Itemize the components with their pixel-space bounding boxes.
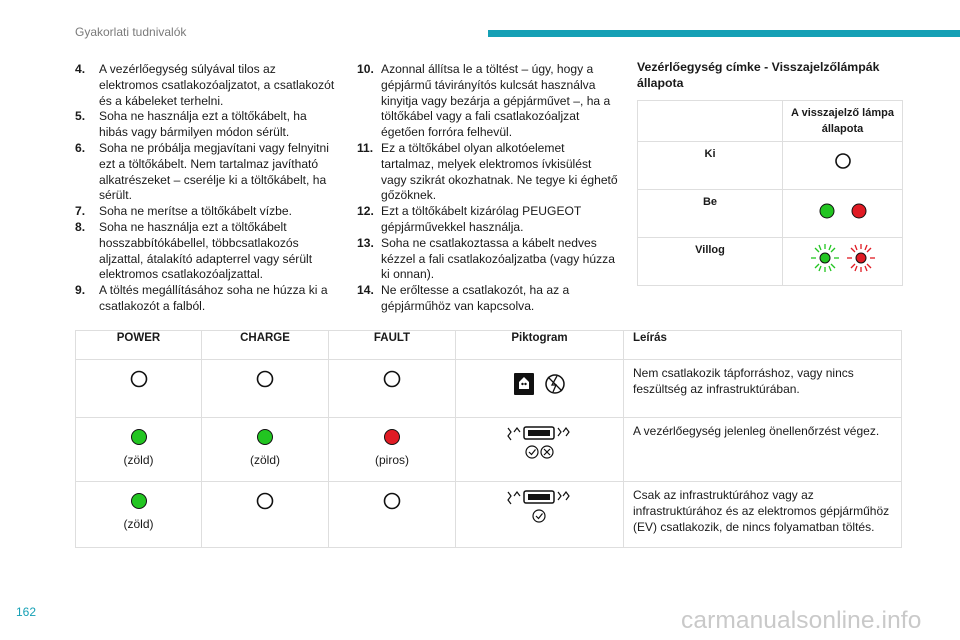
- table-row: [76, 482, 902, 548]
- item-number: 10.: [357, 62, 374, 76]
- item-text: Ez a töltőkábel olyan alkotóelemet tartalmaz, melyek elektromos ívkisülést vagy szikrát okozhatnak. Ne tegye ki éghető gőzöknek.: [381, 140, 618, 203]
- row-description: Nem csatlakozik tápforráshoz, vagy nincs feszültség az infrastruktúrában.: [624, 360, 902, 418]
- item-text: Soha ne próbálja megjavítani vagy felnyitni ezt a töltőkábelt. Nem tartalmaz javítható alkatrészeket – cserélje ki a töltőkábelt, ha sérült.: [99, 140, 329, 203]
- item-text: A vezérlőegység súlyával tilos az elektromos csatlakozóaljzatot, a csatlakozót és a kábeleket terhelni.: [99, 62, 335, 108]
- item-number: 4.: [75, 62, 86, 76]
- item-text: Soha ne használja ezt a töltőkábelt, ha hibás vagy bármilyen módon sérült.: [99, 109, 307, 140]
- led-red-icon: [852, 204, 866, 218]
- page-number: 162: [16, 605, 37, 619]
- list-item: [75, 220, 337, 283]
- cross-circle-icon: [541, 446, 553, 458]
- safety-list-col1: [75, 62, 337, 315]
- check-circle-icon: [533, 510, 545, 522]
- col-header-power: POWER: [76, 331, 202, 360]
- col-header-description: Leírás: [624, 331, 902, 360]
- led-green-blinking-icon: [811, 244, 839, 272]
- led-green-icon: [129, 427, 149, 447]
- charging-status-table: [75, 330, 902, 548]
- fault-color-label: (piros): [374, 453, 409, 467]
- led-off-icon: [129, 369, 149, 389]
- safety-list-col2: [357, 62, 619, 315]
- row-description: A vezérlőegység jelenleg önellenőrzést végez.: [624, 418, 902, 482]
- led-green-icon: [255, 427, 275, 447]
- header-accent-bar: [488, 30, 960, 37]
- list-item: [357, 236, 619, 283]
- led-red-icon: [382, 427, 402, 447]
- table-row: [76, 360, 902, 418]
- power-color-label: (zöld): [123, 453, 154, 467]
- item-text: Soha ne merítse a töltőkábelt vízbe.: [99, 204, 292, 219]
- no-power-icon: [546, 375, 564, 393]
- item-number: 11.: [357, 140, 374, 155]
- led-section-title: Vezérlőegység címke - Visszajelzőlámpák állapota: [637, 60, 880, 90]
- section-title: Gyakorlati tudnivalók: [75, 25, 187, 39]
- list-item: [357, 204, 619, 236]
- list-item: [75, 62, 337, 109]
- charge-color-label: (zöld): [249, 453, 280, 467]
- list-item: [75, 283, 337, 315]
- list-item: [75, 204, 337, 220]
- house-outlet-icon: [514, 373, 534, 395]
- power-color-label: (zöld): [123, 517, 154, 531]
- led-off-icon: [813, 142, 873, 182]
- list-item: [75, 141, 337, 204]
- table-row: [76, 418, 902, 482]
- led-off-icon: [382, 491, 402, 511]
- led-off-icon: [255, 369, 275, 389]
- item-text: Soha ne használja ezt a töltőkábelt hosszabbítókábellel, többcsatlakozós aljzattal, átalakító adapterrel vagy sérült elektromos csatlakozóaljzattal.: [99, 219, 313, 282]
- led-table-empty-header: [638, 101, 783, 142]
- item-text: Azonnal állítsa le a töltést – úgy, hogy a gépjármű távirányítós kulcsát használva kinyitja vagy bezárja a gépjárművet –, ha a töltőkábel vagy a fali csatlakozóaljzat égetően forróra felhevül.: [381, 62, 611, 140]
- item-number: 6.: [75, 140, 86, 155]
- col-header-charge: CHARGE: [202, 331, 329, 360]
- item-number: 8.: [75, 219, 86, 234]
- list-item: [357, 141, 619, 204]
- led-green-icon: [820, 204, 834, 218]
- led-off-icon: [382, 369, 402, 389]
- watermark: carmanualsonline.info: [681, 607, 922, 634]
- item-text: A töltés megállításához soha ne húzza ki a csatlakozót a falból.: [99, 283, 328, 313]
- control-unit-icon: [508, 427, 569, 440]
- led-row-label-blink: Villog: [638, 238, 783, 286]
- item-number: 9.: [75, 283, 86, 298]
- check-circle-icon: [526, 446, 538, 458]
- led-status-table: [637, 100, 903, 286]
- item-text: Ezt a töltőkábelt kizárólag PEUGEOT gépjárművekkel használja.: [381, 204, 582, 234]
- list-item: [357, 62, 619, 141]
- item-number: 7.: [75, 204, 86, 219]
- item-text: Ne erőltesse a csatlakozót, ha az a gépjárműhöz van kapcsolva.: [381, 283, 570, 313]
- led-green-icon: [129, 491, 149, 511]
- item-number: 12.: [357, 204, 374, 219]
- list-item: [75, 109, 337, 141]
- led-row-label-on: Be: [638, 190, 783, 238]
- led-table-header: A visszajelző lámpa állapota: [783, 101, 903, 142]
- col-header-fault: FAULT: [329, 331, 456, 360]
- col-header-pictogram: Piktogram: [456, 331, 624, 360]
- control-unit-icon: [508, 491, 569, 504]
- row-description: Csak az infrastruktúrához vagy az infrastruktúrához és az elektromos gépjárműhöz (EV) csatlakozik, de nincs folyamatban töltés.: [624, 482, 902, 548]
- item-number: 5.: [75, 109, 86, 124]
- item-text: Soha ne csatlakoztassa a kábelt nedves kézzel a fali csatlakozóaljzatba (vagy húzza ki onnan).: [381, 235, 615, 282]
- list-item: [357, 283, 619, 315]
- item-number: 14.: [357, 283, 374, 298]
- led-row-label-off: Ki: [638, 142, 783, 190]
- led-red-blinking-icon: [847, 244, 875, 272]
- item-number: 13.: [357, 235, 374, 250]
- led-off-icon: [255, 491, 275, 511]
